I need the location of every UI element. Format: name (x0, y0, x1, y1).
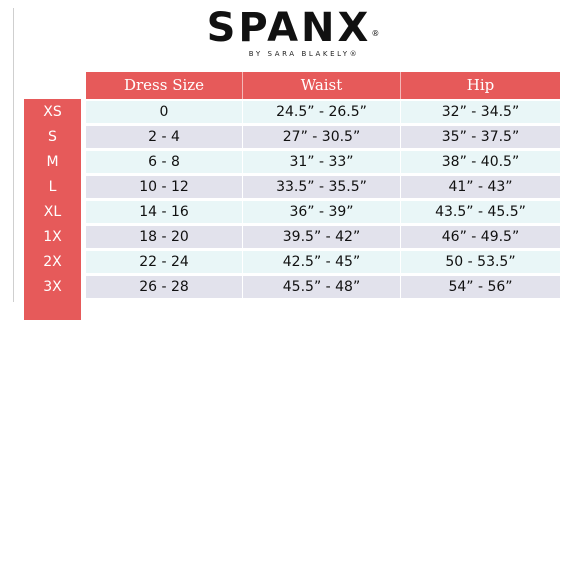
dress-size-cell: 0 (86, 101, 243, 123)
waist-cell: 42.5” - 45” (243, 251, 401, 273)
size-chart-table (24, 72, 560, 295)
registered-mark: ® (371, 29, 380, 38)
table-row (86, 201, 560, 223)
size-label: 1X (43, 229, 62, 245)
dress-size-cell: 18 - 20 (86, 226, 243, 248)
table-row (86, 226, 560, 248)
table-row (86, 126, 560, 148)
waist-cell: 33.5” - 35.5” (243, 176, 401, 198)
brand-logo (0, 6, 580, 58)
dress-size-cell: 10 - 12 (86, 176, 243, 198)
header-waist: Waist (243, 72, 401, 99)
header-dress-size: Dress Size (86, 72, 243, 99)
table-header-row (24, 72, 560, 99)
waist-cell: 36” - 39” (243, 201, 401, 223)
brand-byline: BY SARA BLAKELY® (248, 50, 360, 58)
size-label: L (48, 179, 57, 195)
dress-size-cell: 14 - 16 (86, 201, 243, 223)
table-row (86, 101, 560, 123)
hip-cell: 35” - 37.5” (441, 129, 520, 145)
hip-cell: 32” - 34.5” (441, 104, 520, 120)
dress-size-cell: 2 - 4 (86, 126, 243, 148)
size-label: XL (43, 204, 62, 220)
hip-cell: 46” - 49.5” (441, 229, 520, 245)
table-row (86, 276, 560, 298)
waist-cell: 31” - 33” (243, 151, 401, 173)
waist-cell: 45.5” - 48” (243, 276, 401, 298)
waist-cell: 39.5” - 42” (243, 226, 401, 248)
hip-cell: 54” - 56” (448, 279, 513, 295)
dress-size-cell: 26 - 28 (86, 276, 243, 298)
hip-cell: 41” - 43” (448, 179, 513, 195)
table-row (86, 151, 560, 173)
dress-size-cell: 22 - 24 (86, 251, 243, 273)
brand-wordmark: SPANX® (206, 5, 380, 51)
table-row (86, 176, 560, 198)
waist-cell: 24.5” - 26.5” (243, 101, 401, 123)
size-label: M (46, 154, 59, 170)
table-row (86, 251, 560, 273)
hip-cell: 50 - 53.5” (445, 254, 516, 270)
size-label: S (48, 129, 57, 145)
hip-cell: 43.5” - 45.5” (435, 204, 526, 220)
hip-cell: 38” - 40.5” (441, 154, 520, 170)
size-label: XS (43, 104, 62, 120)
size-label-column (24, 99, 81, 320)
header-hip: Hip (401, 72, 560, 99)
waist-cell: 27” - 30.5” (243, 126, 401, 148)
size-label: 2X (43, 254, 62, 270)
size-label: 3X (43, 279, 62, 295)
dress-size-cell: 6 - 8 (86, 151, 243, 173)
